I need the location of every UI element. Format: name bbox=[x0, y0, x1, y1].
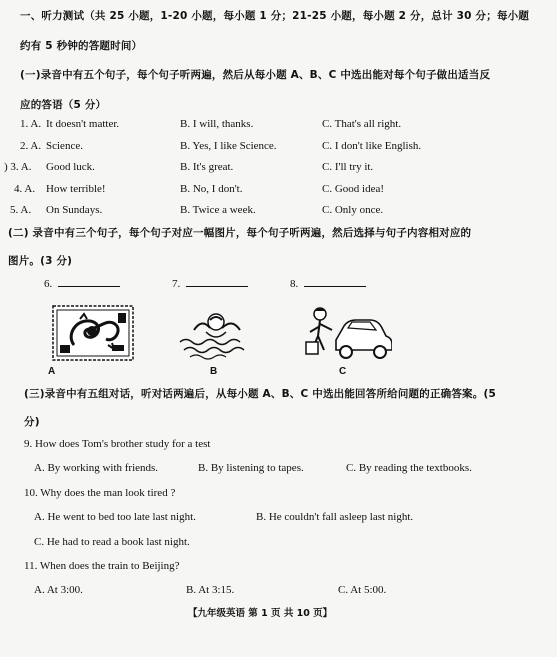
picture-label-a: A bbox=[48, 366, 56, 377]
blank-number: 7. bbox=[172, 278, 181, 290]
picture-label-c: C bbox=[339, 366, 347, 377]
option-c: C. I'll try it. bbox=[322, 161, 374, 173]
option-a: Science. bbox=[46, 140, 83, 152]
option-c: C. Only once. bbox=[322, 204, 384, 216]
boy-washing-car-icon bbox=[300, 304, 392, 360]
question-number: 5. A. bbox=[10, 204, 32, 216]
option-b: B. By listening to tapes. bbox=[198, 462, 304, 474]
page-footer: 【九年级英语 第 1 页 共 10 页】 bbox=[188, 608, 333, 619]
part3-heading-line1: (三)录音中有五组对话，听对话两遍后，从每小题 A、B、C 中选出能回答所给问题的正确答案。(5 bbox=[24, 388, 496, 400]
blank-8 bbox=[290, 276, 366, 290]
option-b: B. I will, thanks. bbox=[180, 118, 254, 130]
option-a: How terrible! bbox=[46, 183, 106, 195]
option-c: C. I don't like English. bbox=[322, 140, 422, 152]
option-c: C. At 5:00. bbox=[338, 584, 387, 596]
part1-heading-line1: (一)录音中有五个句子，每个句子听两遍，然后从每小题 A、B、C 中选出能对每个句子做出适当反 bbox=[20, 69, 491, 81]
blank-number: 6. bbox=[44, 278, 53, 290]
question-10: 10. Why does the man look tired ? bbox=[24, 487, 176, 499]
blank-7 bbox=[172, 276, 248, 290]
section-title-line2: 约有 5 秒钟的答题时间） bbox=[20, 40, 143, 52]
question-number: ) 3. A. bbox=[4, 161, 32, 173]
part2-heading-line1: (二) 录音中有三个句子，每个句子对应一幅图片，每个句子听两遍，然后选择与句子内容相对应的 bbox=[8, 227, 472, 239]
option-b: B. Yes, I like Science. bbox=[180, 140, 277, 152]
option-b: B. Twice a week. bbox=[180, 204, 256, 216]
question-number: 4. A. bbox=[14, 183, 36, 195]
option-b: B. It's great. bbox=[180, 161, 234, 173]
option-a: A. By working with friends. bbox=[34, 462, 159, 474]
answer-line bbox=[304, 276, 366, 287]
swimming-child-icon bbox=[176, 310, 246, 360]
answer-line bbox=[58, 276, 120, 287]
answer-line bbox=[186, 276, 248, 287]
option-c: C. That's all right. bbox=[322, 118, 402, 130]
question-11: 11. When does the train to Beijing? bbox=[24, 560, 180, 572]
part3-heading-line2: 分) bbox=[24, 416, 40, 428]
part2-heading-line2: 图片。(3 分) bbox=[8, 255, 73, 267]
part1-heading-line2: 应的答语（5 分） bbox=[20, 99, 107, 111]
picture-label-b: B bbox=[210, 366, 218, 377]
option-c: C. Good idea! bbox=[322, 183, 385, 195]
option-a: A. He went to bed too late last night. bbox=[34, 511, 196, 523]
question-9: 9. How does Tom's brother study for a test bbox=[24, 438, 211, 450]
option-a: On Sundays. bbox=[46, 204, 103, 216]
option-a: It doesn't matter. bbox=[46, 118, 120, 130]
option-a: A. At 3:00. bbox=[34, 584, 83, 596]
option-b: B. At 3:15. bbox=[186, 584, 235, 596]
question-number: 2. A. bbox=[20, 140, 42, 152]
section-title-line1: 一、听力测试（共 25 小题，1-20 小题，每小题 1 分；21-25 小题，每小题 2 分，总计 30 分；每小题 bbox=[20, 10, 530, 22]
option-b: B. No, I don't. bbox=[180, 183, 243, 195]
blank-number: 8. bbox=[290, 278, 299, 290]
option-c: C. He had to read a book last night. bbox=[34, 536, 190, 548]
dragon-stamp-icon bbox=[52, 305, 134, 361]
option-a: Good luck. bbox=[46, 161, 95, 173]
question-number: 1. A. bbox=[20, 118, 42, 130]
option-b: B. He couldn't fall asleep last night. bbox=[256, 511, 414, 523]
blank-6 bbox=[44, 276, 120, 290]
option-c: C. By reading the textbooks. bbox=[346, 462, 472, 474]
